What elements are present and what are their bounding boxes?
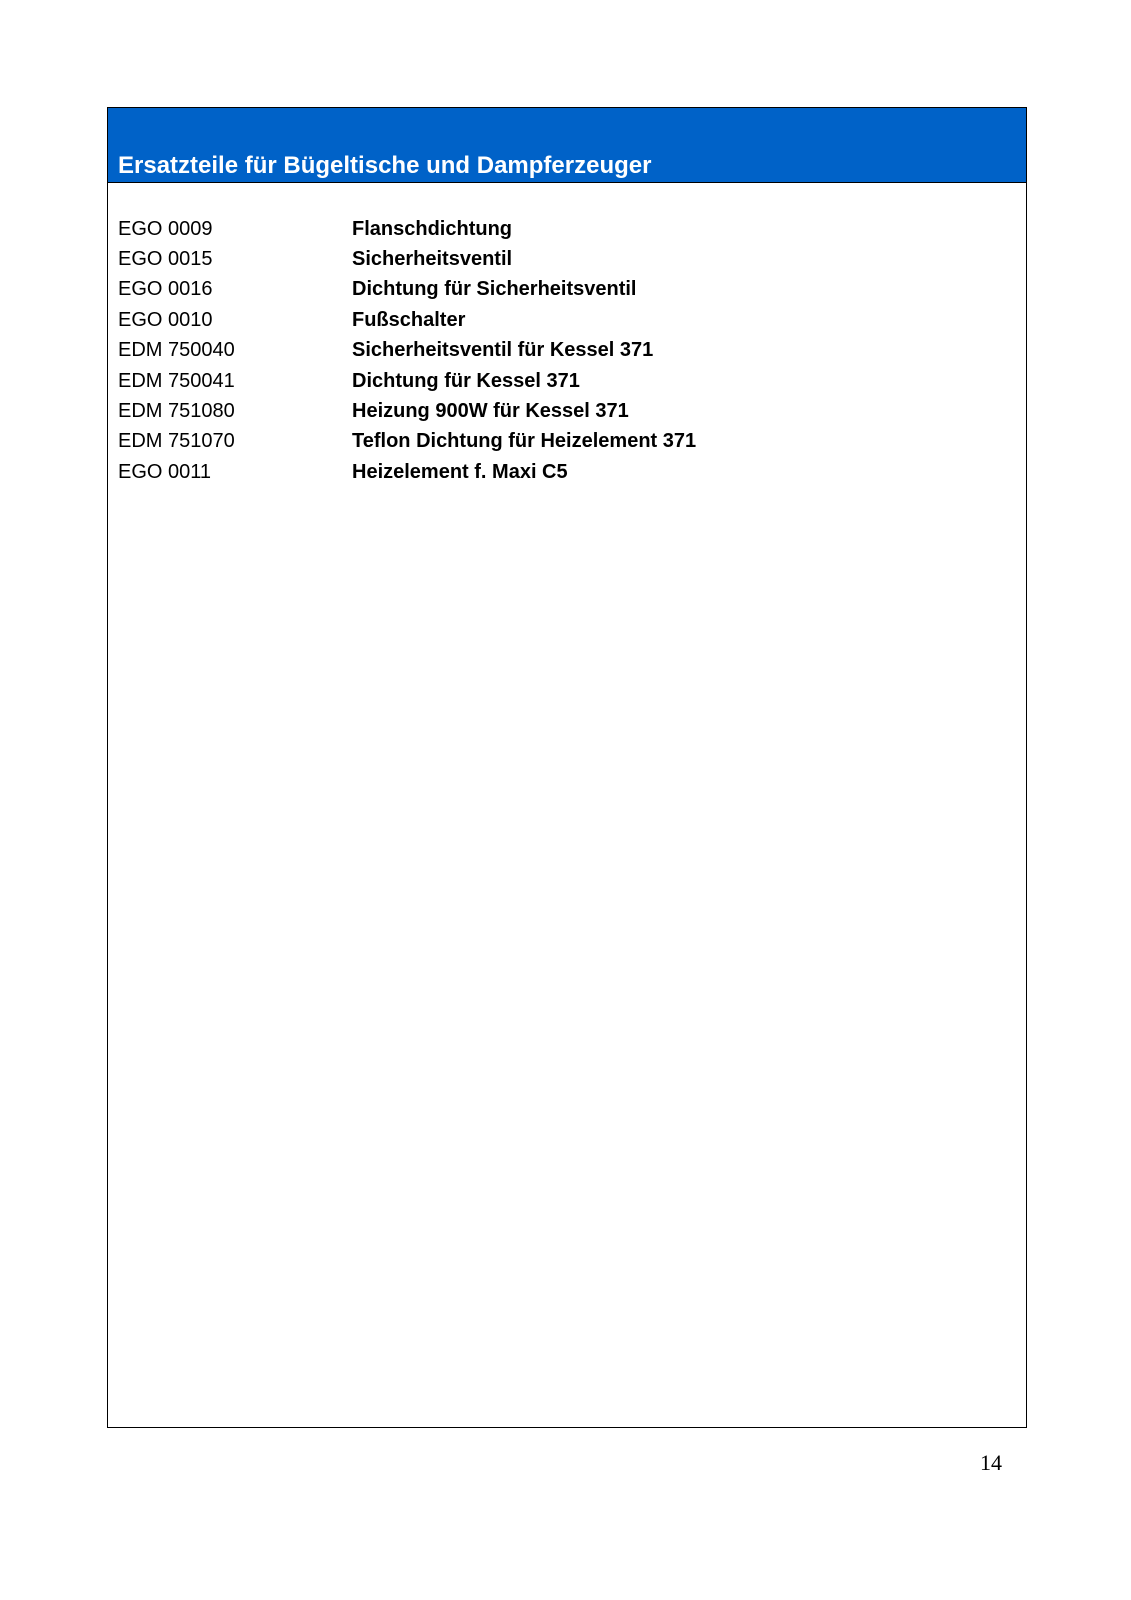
list-item xyxy=(118,305,696,335)
part-code: EGO 0011 xyxy=(118,460,212,483)
part-description: Dichtung für Sicherheitsventil xyxy=(352,278,637,301)
section-header xyxy=(108,108,1026,183)
part-description: Heizelement f. Maxi C5 xyxy=(352,460,568,483)
part-description: Sicherheitsventil xyxy=(352,248,513,271)
part-description: Dichtung für Kessel 371 xyxy=(352,369,580,392)
part-description: Heizung 900W für Kessel 371 xyxy=(352,400,629,423)
list-item xyxy=(118,336,696,366)
parts-list xyxy=(118,214,696,488)
part-code: EGO 0016 xyxy=(118,278,213,301)
list-item xyxy=(118,457,696,487)
list-item xyxy=(118,396,696,426)
part-code: EDM 750040 xyxy=(118,339,235,362)
part-code: EDM 750041 xyxy=(118,369,235,392)
part-code: EDM 751070 xyxy=(118,430,235,453)
content-frame xyxy=(107,107,1027,1428)
section-title: Ersatzteile für Bügeltische und Dampferzeuger xyxy=(118,152,652,179)
part-description: Sicherheitsventil für Kessel 371 xyxy=(352,339,654,362)
page-number: 14 xyxy=(980,1450,1002,1475)
part-description: Teflon Dichtung für Heizelement 371 xyxy=(352,430,697,453)
part-code: EGO 0009 xyxy=(118,217,213,240)
list-item xyxy=(118,366,696,396)
list-item xyxy=(118,214,696,244)
part-description: Flanschdichtung xyxy=(352,217,512,240)
list-item xyxy=(118,427,696,457)
part-code: EDM 751080 xyxy=(118,400,235,423)
part-code: EGO 0015 xyxy=(118,248,213,271)
list-item xyxy=(118,275,696,305)
part-code: EGO 0010 xyxy=(118,308,213,331)
part-description: Fußschalter xyxy=(352,308,466,331)
list-item xyxy=(118,244,696,274)
